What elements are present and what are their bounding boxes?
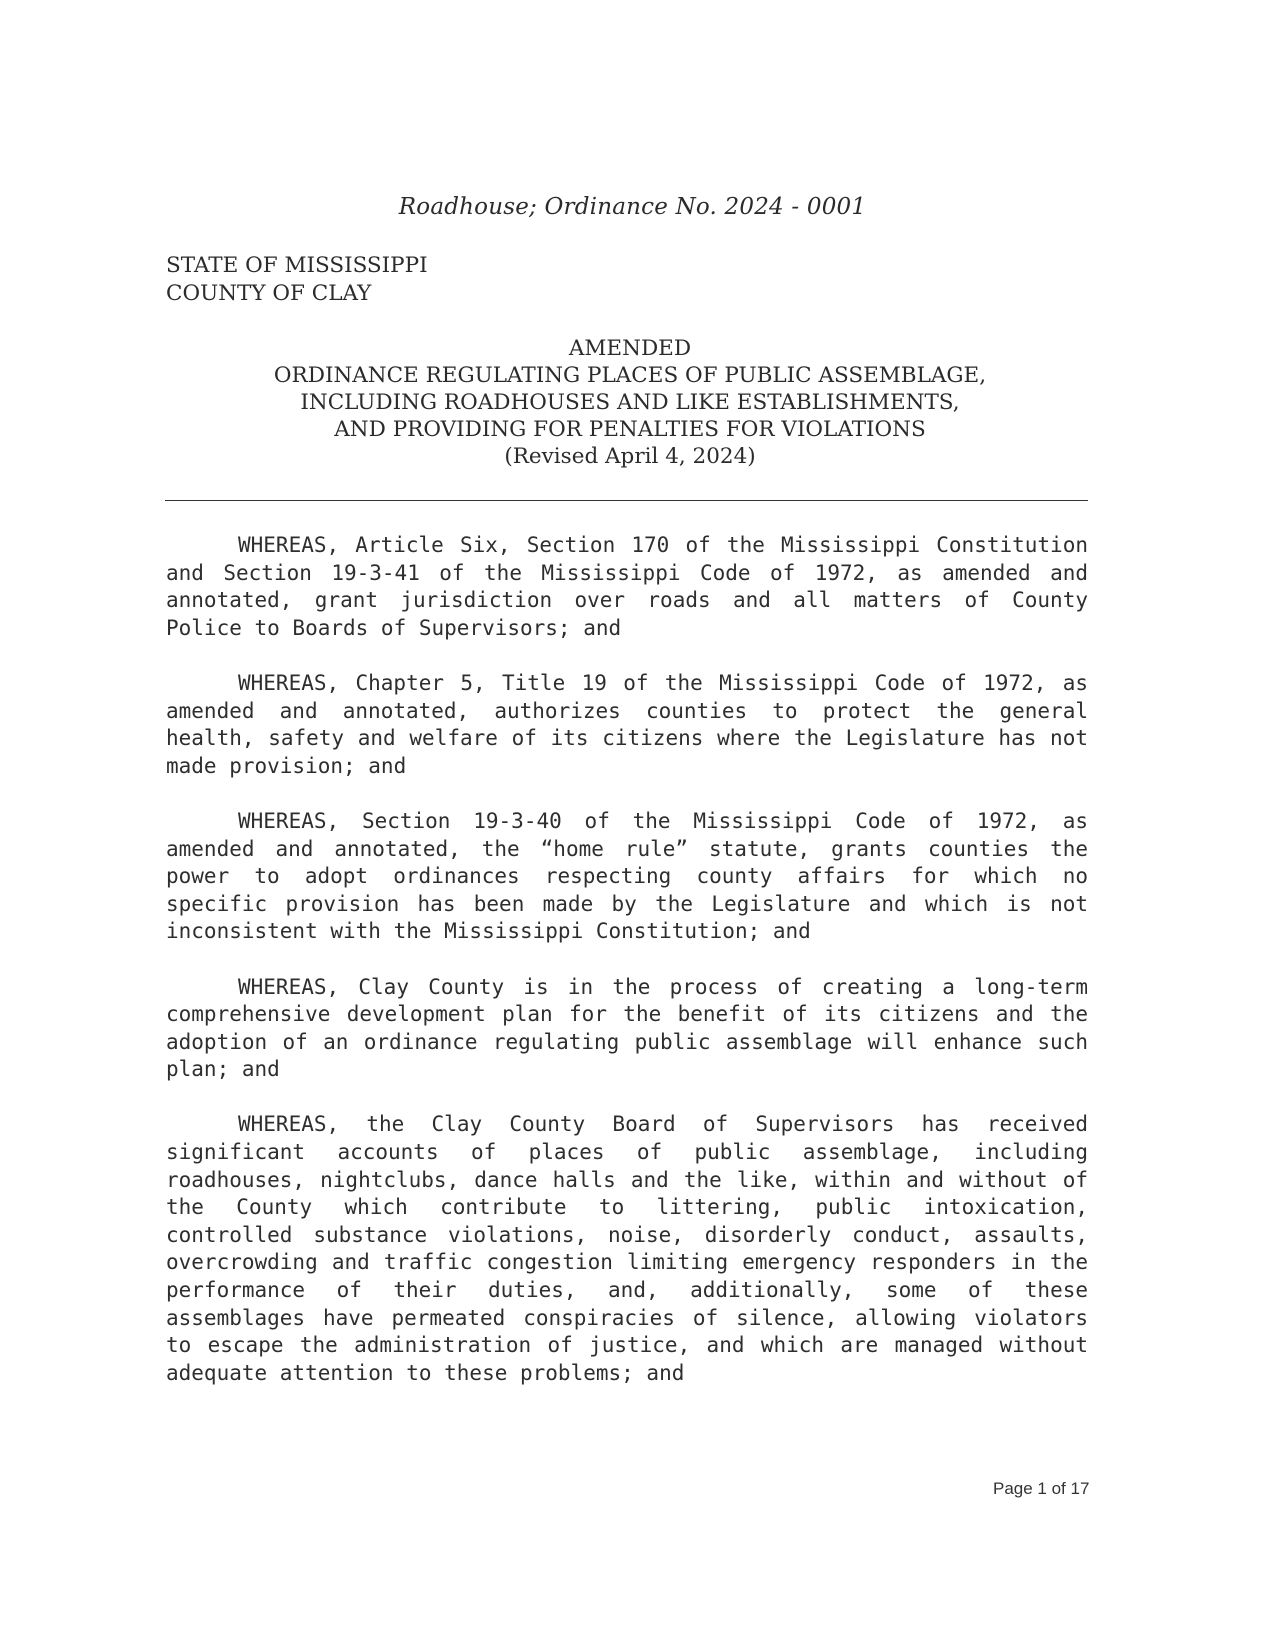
horizontal-rule [165,500,1088,501]
state-line: STATE OF MISSISSIPPI [166,253,428,278]
title-line-4: AND PROVIDING FOR PENALTIES FOR VIOLATIONS [334,417,926,442]
whereas-paragraph: WHEREAS, Section 19-3-40 of the Mississippi Code of 1972, as amended and annotated, the “home rule” statute, grants counties the power to adopt ordinances respecting county affairs for which no specific provision has been made by the Legislature and which is not inconsistent with the Mississippi Constitution; and [166,808,1088,944]
jurisdiction-block [166,252,428,308]
title-line-amended: AMENDED [568,336,692,361]
title-line-2: ORDINANCE REGULATING PLACES OF PUBLIC ASSEMBLAGE, [273,363,987,388]
title-line-3: INCLUDING ROADHOUSES AND LIKE ESTABLISHMENTS, [300,390,960,415]
whereas-paragraph: WHEREAS, Clay County is in the process of creating a long-term comprehensive development plan for the benefit of its citizens and the adoption of an ordinance regulating public assemblage will enhance such plan; and [166,974,1088,1082]
ordinance-body [166,532,1088,1415]
whereas-paragraph: WHEREAS, Chapter 5, Title 19 of the Mississippi Code of 1972, as amended and annotated, authorizes counties to protect the general health, safety and welfare of its citizens where the Legislature has not made provision; and [166,670,1088,778]
running-header: Roadhouse; Ordinance No. 2024 - 0001 [398,194,867,220]
whereas-paragraph: WHEREAS, the Clay County Board of Supervisors has received significant accounts of places of public assemblage, including roadhouses, nightclubs, dance halls and the like, within and without of the County which contribute to littering, public intoxication, controlled substance violations, noise, disorderly conduct, assaults, overcrowding and traffic congestion limiting emergency responders in the performance of their duties, and, additionally, some of these assemblages have permeated conspiracies of silence, allowing violators to escape the administration of justice, and which are managed without adequate attention to these problems; and [166,1112,1088,1385]
revised-date: (Revised April 4, 2024) [504,444,756,469]
page-number: Page 1 of 17 [993,1479,1090,1498]
county-line: COUNTY OF CLAY [166,281,372,306]
ordinance-title [160,335,1100,470]
whereas-paragraph: WHEREAS, Article Six, Section 170 of the Mississippi Constitution and Section 19-3-41 of the Mississippi Code of 1972, as amended and annotated, grant jurisdiction over roads and all matters of County Police to Boards of Supervisors; and [166,533,1088,640]
